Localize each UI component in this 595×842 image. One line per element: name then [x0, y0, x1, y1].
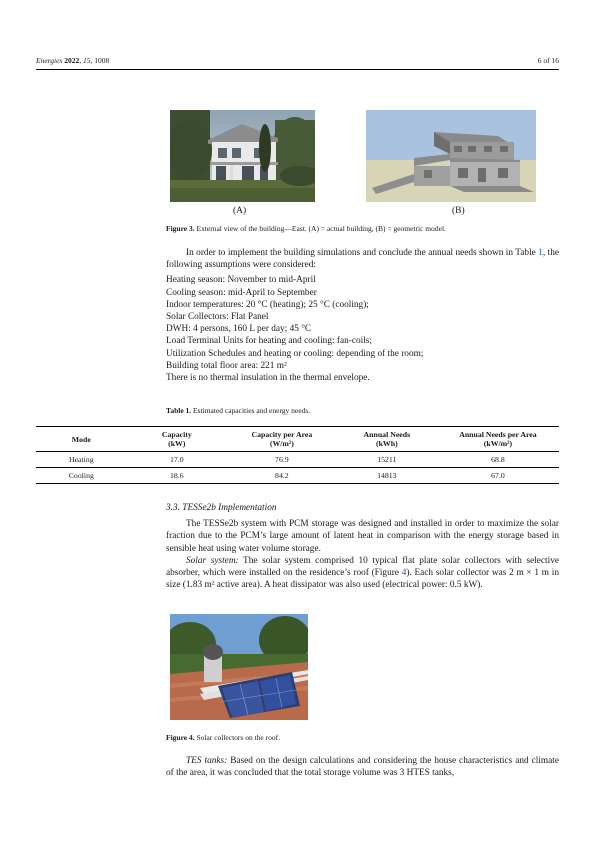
tes-tanks-text: Based on the design calculations and considering the house characteristics and climate of the area, it was concluded that the total storage volume was 3 HTES tanks,: [166, 756, 560, 779]
assumptions-block: [166, 247, 559, 384]
figure-3a-label: (A): [233, 206, 247, 216]
figure-4-reference-link[interactable]: 4: [401, 568, 407, 579]
figure-3b-label: (B): [452, 206, 465, 216]
table-cell: Cooling: [68, 471, 94, 480]
table-1-reference-link[interactable]: 1: [538, 248, 543, 258]
section-title: 3.3. TESSe2b Implementation: [166, 503, 277, 513]
table-cell: 17.0: [169, 455, 184, 464]
assumption-item: DWH: 4 persons, 160 L per day; 45 °C: [166, 324, 312, 335]
header-rule: [36, 69, 559, 70]
solar-text-after: ). Each solar collector was 2 m × 1 m in size (1.83 m² active area). A heat dissipator was also used (electrical power: 0.5 kW).: [166, 568, 559, 591]
figure-4-caption-label: Figure 4.: [166, 733, 195, 742]
table-cell: 14813: [377, 471, 397, 480]
assumption-item: Heating season: November to mid-April: [166, 275, 316, 286]
assumptions-list: [166, 274, 559, 384]
intro-paragraph: [166, 247, 559, 271]
table-row: [36, 468, 559, 484]
page-number: 6 of 16: [537, 56, 559, 65]
table-cell: 76.9: [275, 455, 289, 464]
assumption-item: Indoor temperatures: 20 °C (heating); 25 °C (cooling);: [166, 299, 369, 310]
journal-volume: 15: [83, 56, 91, 65]
assumption-item: Cooling season: mid-April to September: [166, 287, 317, 298]
figure-3-caption: [166, 224, 559, 233]
table-1-caption-text: Estimated capacities and energy needs.: [191, 406, 311, 415]
table-1-caption: [166, 406, 559, 415]
tes-tanks-paragraph: [166, 755, 559, 779]
assumption-item: There is no thermal insulation in the thermal envelope.: [166, 373, 370, 384]
table-header-row: [36, 427, 559, 452]
intro-text-after: , the following assumptions were considered:: [166, 248, 559, 271]
figure-3-caption-label: Figure 3.: [166, 224, 195, 233]
assumption-item: Solar Collectors: Flat Panel: [166, 312, 269, 323]
header-annual-needs: Annual Needs (kWh): [363, 430, 411, 448]
section-3-3: [166, 502, 559, 591]
header-capacity: Capacity (kW): [161, 430, 192, 448]
journal-name: Energies: [36, 56, 63, 65]
table-cell: 67.0: [491, 471, 505, 480]
table-cell: 68.8: [491, 455, 505, 464]
table-cell: 84.2: [275, 471, 289, 480]
header-mode: Mode: [71, 434, 91, 444]
solar-system-paragraph: [166, 555, 559, 592]
figure-3b-model: [366, 110, 536, 202]
table-1: [36, 426, 559, 484]
intro-text-before: In order to implement the building simulations and conclude the annual needs shown in Table: [186, 248, 539, 258]
figure-4-caption-text: Solar collectors on the roof.: [194, 733, 281, 742]
table-cell: 15211: [377, 455, 397, 464]
journal-citation: Energies 2022, 15, 1008: [36, 56, 110, 65]
solar-text-before: The solar system comprised 10 typical flat plate solar collectors with selective absorber, which were installed on the residence’s roof (Figure: [166, 555, 559, 579]
assumption-item: Building total floor area: 221 m²: [166, 360, 287, 371]
section-paragraph: The TESSe2b system with PCM storage was designed and installed in order to maximize the solar fraction due to the PCM’s large amount of latent heat in comparison with the energy storage based in sensible heat using water volume storage.: [166, 519, 559, 554]
figure-3a-photo: [170, 110, 315, 202]
header-capacity-per-area: Capacity per Area (W/m²): [251, 430, 313, 448]
solar-system-label: Solar system:: [186, 555, 239, 566]
figure-4-photo: [170, 614, 308, 720]
figure-3-caption-text: External view of the building—East. (A) = actual building, (B) = geometric model.: [194, 224, 446, 233]
page-header: [36, 56, 559, 70]
figure-4-caption: [166, 733, 559, 742]
table-cell: Heating: [68, 455, 94, 464]
header-annual-needs-per-area: Annual Needs per Area (kW/m²): [459, 430, 537, 448]
journal-year: 2022: [64, 56, 80, 65]
table-row: [36, 452, 559, 468]
tes-tanks-label: TES tanks:: [186, 756, 228, 766]
assumption-item: Load Terminal Units for heating and cooling: fan-coils;: [166, 336, 372, 347]
assumption-item: Utilization Schedules and heating or cooling: depending of the room;: [166, 348, 424, 359]
tes-tanks-block: [166, 755, 559, 779]
table-cell: 18.6: [169, 471, 184, 480]
article-number: 1008: [94, 56, 110, 65]
table-1-caption-label: Table 1.: [166, 406, 192, 415]
